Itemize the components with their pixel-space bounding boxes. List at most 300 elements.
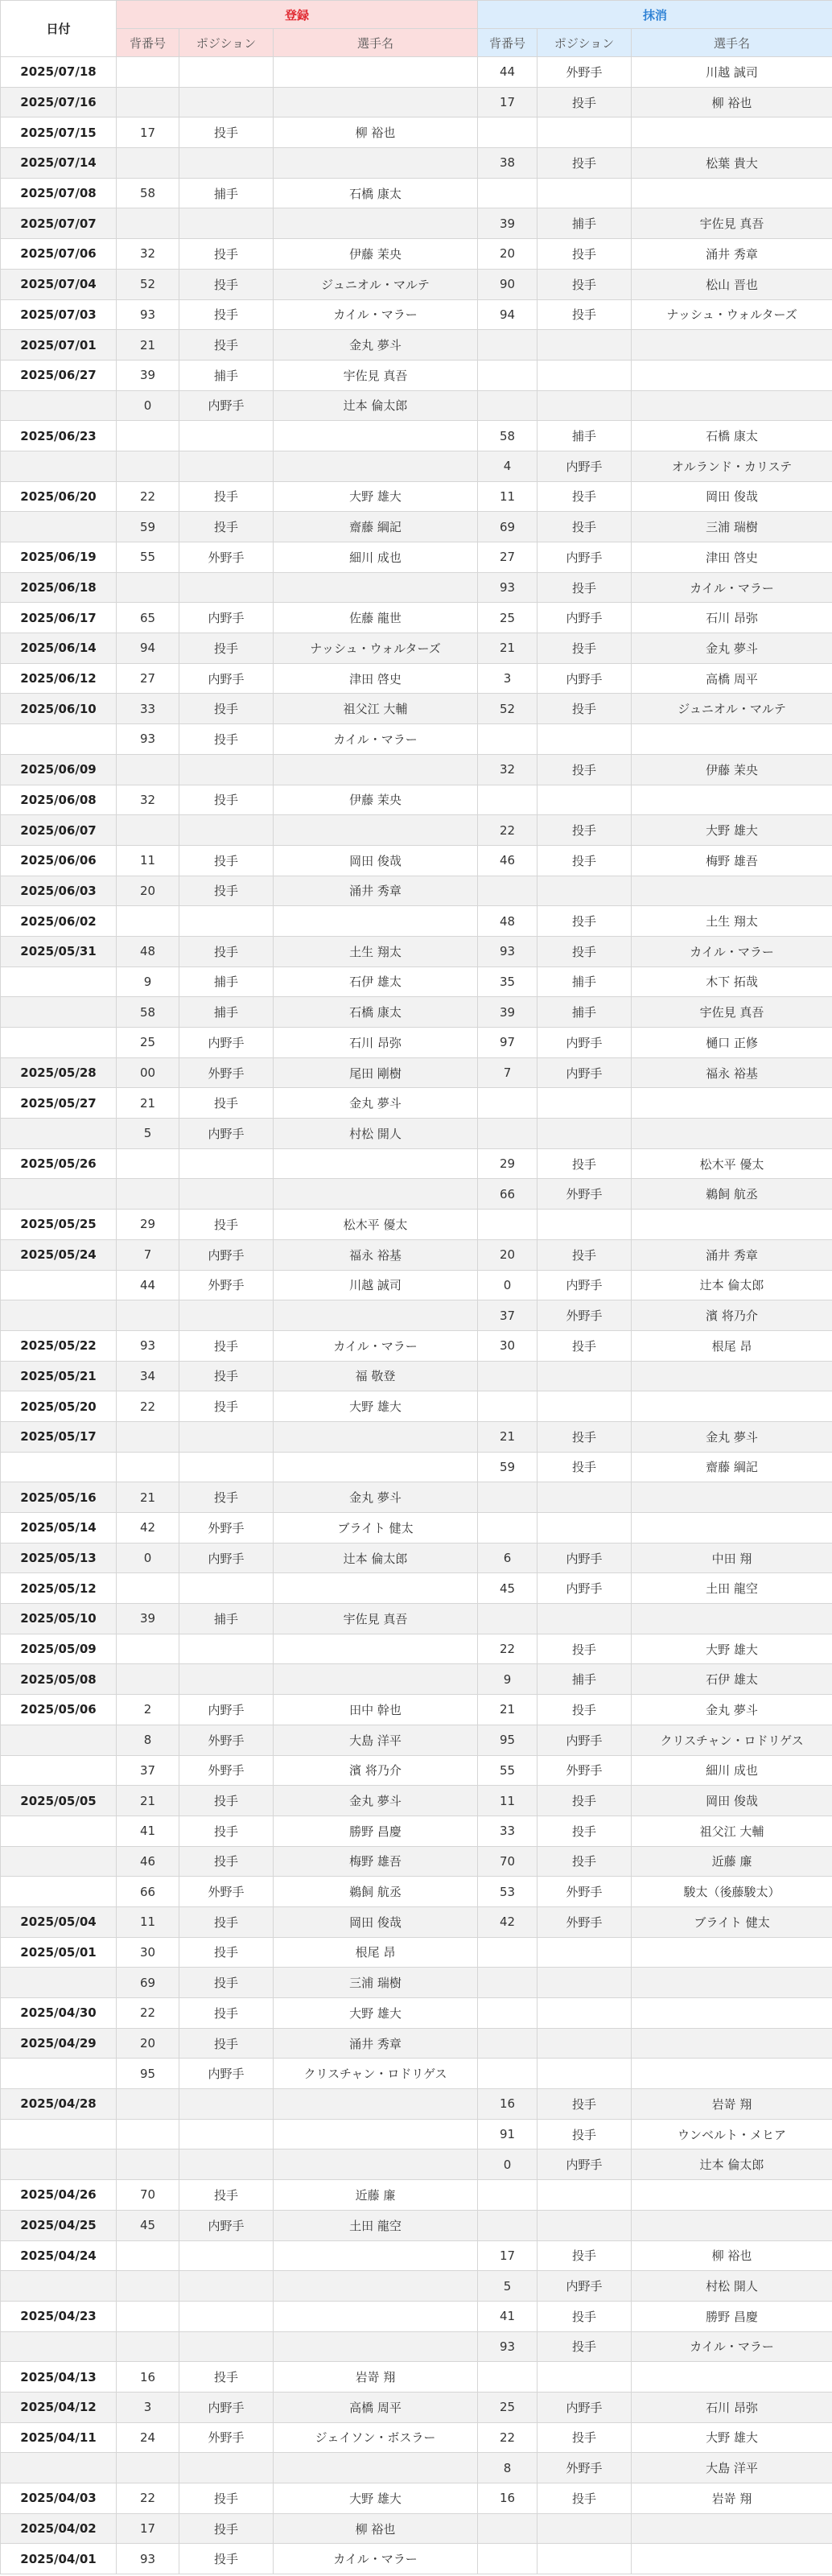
registered-player-name-cell: ブライト 健太 [274,1513,478,1544]
cancelled-number-cell [478,178,538,208]
registered-position-cell: 外野手 [179,1513,274,1544]
date-cell [1,1725,117,1755]
table-row [1,481,832,512]
registered-player-name-cell: 大島 洋平 [274,1725,478,1755]
cancelled-number-cell: 66 [478,1179,538,1210]
cancelled-number-cell: 53 [478,1877,538,1907]
cancelled-player-name-cell [632,1361,832,1391]
registered-position-cell [179,815,274,846]
table-row [1,997,832,1028]
cancelled-player-name-cell [632,1968,832,1998]
registered-number-cell: 48 [117,936,179,967]
table-row [1,2453,832,2483]
date-cell: 2025/06/17 [1,603,117,633]
date-cell: 2025/06/19 [1,542,117,573]
registered-player-name-cell: カイル・マラー [274,2544,478,2574]
date-cell [1,967,117,997]
cancelled-player-name-cell [632,330,832,361]
registered-player-name-cell: 川越 誠司 [274,1270,478,1300]
registered-number-cell: 11 [117,1906,179,1937]
table-row [1,815,832,846]
registered-player-name-cell: 涌井 秀章 [274,876,478,906]
cancelled-player-name-cell: 樋口 正修 [632,1028,832,1058]
registered-player-name-cell: 佐藤 龍世 [274,603,478,633]
registered-number-cell: 55 [117,542,179,573]
cancelled-player-name-cell: 松山 晋也 [632,269,832,299]
cancelled-number-cell [478,1088,538,1119]
cancelled-name-header: 選手名 [632,29,832,57]
registered-position-cell: 内野手 [179,1543,274,1573]
cancelled-player-name-cell: 石伊 雄太 [632,1664,832,1695]
cancelled-position-cell: 投手 [538,1695,632,1725]
cancelled-player-name-cell: 松木平 優太 [632,1148,832,1179]
registered-player-name-cell [274,1452,478,1482]
registered-player-name-cell [274,208,478,239]
registered-number-cell: 29 [117,1210,179,1240]
table-row [1,1634,832,1664]
registered-number-cell: 44 [117,1270,179,1300]
registered-player-name-cell [274,2240,478,2271]
cancelled-number-cell: 8 [478,2453,538,2483]
cancelled-number-cell: 4 [478,451,538,481]
cancelled-position-cell [538,2210,632,2240]
table-row [1,2180,832,2211]
table-row [1,1148,832,1179]
date-cell: 2025/07/04 [1,269,117,299]
registered-number-cell [117,1300,179,1331]
cancelled-position-cell: 内野手 [538,603,632,633]
registered-number-cell: 5 [117,1119,179,1149]
table-row [1,1816,832,1846]
registered-player-name-cell: 土生 翔太 [274,936,478,967]
cancelled-number-cell: 11 [478,1786,538,1816]
cancelled-number-cell: 37 [478,1300,538,1331]
registered-number-cell [117,754,179,785]
registered-player-name-cell: 岩嵜 翔 [274,2362,478,2393]
cancelled-player-name-cell [632,1210,832,1240]
table-row [1,694,832,724]
cancelled-position-cell: 投手 [538,2119,632,2149]
registered-player-name-cell: 松木平 優太 [274,1210,478,1240]
cancelled-position-cell [538,1088,632,1119]
date-cell: 2025/05/24 [1,1239,117,1270]
registered-position-cell: 外野手 [179,2422,274,2453]
registered-position-cell: 投手 [179,1330,274,1361]
date-cell: 2025/05/22 [1,1330,117,1361]
date-cell [1,451,117,481]
cancelled-player-name-cell: 宇佐見 真吾 [632,208,832,239]
registered-number-cell: 39 [117,360,179,390]
registered-number-cell [117,815,179,846]
registered-position-cell [179,2119,274,2149]
cancelled-player-name-cell: ウンベルト・メヒア [632,2119,832,2149]
cancelled-number-cell [478,785,538,815]
cancelled-player-name-cell: カイル・マラー [632,2331,832,2362]
cancelled-number-cell [478,390,538,421]
cancelled-player-name-cell: 高橋 周平 [632,663,832,694]
cancelled-position-cell: 投手 [538,694,632,724]
registered-number-cell: 21 [117,1088,179,1119]
registered-number-cell: 58 [117,178,179,208]
registered-position-cell: 投手 [179,299,274,330]
cancelled-position-cell: 投手 [538,1816,632,1846]
cancelled-player-name-cell: 津田 啓史 [632,542,832,573]
registered-number-cell [117,2149,179,2180]
registered-number-cell: 70 [117,2180,179,2211]
cancelled-player-name-cell: クリスチャン・ロドリゲス [632,1725,832,1755]
registered-position-cell: 投手 [179,2513,274,2544]
date-cell: 2025/06/23 [1,421,117,451]
registered-number-cell [117,451,179,481]
registered-number-cell: 20 [117,876,179,906]
registered-player-name-cell: 福 敬登 [274,1361,478,1391]
table-row [1,2028,832,2059]
cancelled-player-name-cell: 金丸 夢斗 [632,633,832,664]
cancelled-position-cell: 投手 [538,2301,632,2331]
registered-position-cell: 投手 [179,724,274,755]
cancelled-position-cell [538,1968,632,1998]
cancelled-position-cell [538,2059,632,2089]
table-row [1,269,832,299]
cancelled-position-cell: 投手 [538,2240,632,2271]
registered-position-cell: 内野手 [179,2210,274,2240]
registered-position-cell [179,1573,274,1604]
registered-number-cell: 32 [117,785,179,815]
cancelled-number-cell: 20 [478,1239,538,1270]
date-cell: 2025/05/08 [1,1664,117,1695]
cancelled-player-name-cell: 近藤 廉 [632,1846,832,1877]
cancelled-player-name-cell [632,360,832,390]
date-cell: 2025/06/20 [1,481,117,512]
date-cell [1,1877,117,1907]
table-row [1,2240,832,2271]
registered-number-cell [117,148,179,179]
date-cell: 2025/05/20 [1,1391,117,1422]
cancelled-player-name-cell [632,1391,832,1422]
date-cell: 2025/04/30 [1,1998,117,2029]
cancelled-player-name-cell: カイル・マラー [632,936,832,967]
date-cell: 2025/06/14 [1,633,117,664]
cancelled-number-header: 背番号 [478,29,538,57]
registered-position-cell [179,421,274,451]
cancelled-position-cell: 投手 [538,815,632,846]
cancelled-number-cell: 70 [478,1846,538,1877]
registered-number-cell [117,2271,179,2302]
cancelled-player-name-cell: 福永 裕基 [632,1057,832,1088]
cancelled-position-cell: 投手 [538,87,632,117]
cancelled-player-name-cell: カイル・マラー [632,572,832,603]
registered-position-cell [179,57,274,88]
cancelled-player-name-cell [632,2210,832,2240]
date-cell [1,1846,117,1877]
cancelled-number-cell [478,2544,538,2574]
cancelled-player-name-cell: 村松 開人 [632,2271,832,2302]
cancelled-number-cell: 44 [478,57,538,88]
registered-number-cell: 21 [117,330,179,361]
table-row [1,87,832,117]
registered-position-cell: 外野手 [179,1270,274,1300]
table-row [1,512,832,542]
registered-player-name-cell: 近藤 廉 [274,2180,478,2211]
cancelled-position-cell [538,1998,632,2029]
table-row [1,2149,832,2180]
cancelled-position-cell: 投手 [538,2483,632,2514]
registered-player-name-cell: 尾田 剛樹 [274,1057,478,1088]
registered-number-cell: 27 [117,663,179,694]
registered-number-cell [117,87,179,117]
cancelled-position-cell [538,876,632,906]
cancelled-player-name-cell: 柳 裕也 [632,87,832,117]
table-row [1,754,832,785]
registered-number-cell [117,1664,179,1695]
cancelled-player-name-cell [632,876,832,906]
registered-position-cell: 捕手 [179,178,274,208]
registered-player-name-cell [274,1664,478,1695]
cancelled-position-cell: 投手 [538,936,632,967]
registered-player-name-cell: 大野 雄大 [274,1391,478,1422]
cancelled-position-cell [538,2028,632,2059]
table-row [1,1239,832,1270]
table-row [1,1119,832,1149]
date-cell [1,1028,117,1058]
registered-player-name-cell [274,57,478,88]
date-cell [1,1755,117,1786]
registered-player-name-cell [274,1148,478,1179]
table-row [1,1088,832,1119]
registered-player-name-cell: カイル・マラー [274,299,478,330]
date-cell: 2025/06/03 [1,876,117,906]
cancelled-position-cell: 投手 [538,1786,632,1816]
table-row [1,1998,832,2029]
registered-position-cell: 投手 [179,1482,274,1513]
registered-position-cell: 投手 [179,481,274,512]
registered-number-cell: 0 [117,390,179,421]
cancelled-number-cell: 30 [478,1330,538,1361]
cancelled-position-cell: 投手 [538,1634,632,1664]
cancelled-number-cell: 21 [478,1695,538,1725]
registered-position-cell: 投手 [179,512,274,542]
table-row [1,330,832,361]
registered-number-cell: 30 [117,1937,179,1968]
registered-player-name-cell: 梅野 雄吾 [274,1846,478,1877]
date-cell: 2025/06/27 [1,360,117,390]
registered-number-cell: 93 [117,2544,179,2574]
cancelled-position-cell [538,390,632,421]
cancelled-player-name-cell: 三浦 瑞樹 [632,512,832,542]
cancelled-number-cell: 93 [478,936,538,967]
date-cell: 2025/04/02 [1,2513,117,2544]
registered-player-name-cell [274,2331,478,2362]
registered-number-cell [117,906,179,937]
registered-position-cell [179,1300,274,1331]
table-row [1,2089,832,2120]
registered-position-cell [179,1421,274,1452]
registered-position-cell [179,2331,274,2362]
table-row [1,1604,832,1634]
table-row [1,2059,832,2089]
cancelled-number-cell [478,2362,538,2393]
cancelled-player-name-cell [632,2544,832,2574]
date-column-header: 日付 [1,1,117,57]
cancelled-position-cell [538,2513,632,2544]
table-row [1,117,832,148]
cancelled-number-cell: 95 [478,1725,538,1755]
cancelled-player-name-cell: 石川 昂弥 [632,603,832,633]
table-row [1,1543,832,1573]
cancelled-position-cell: 投手 [538,239,632,270]
cancelled-number-cell: 5 [478,2271,538,2302]
cancelled-number-cell: 22 [478,2422,538,2453]
date-cell: 2025/05/26 [1,1148,117,1179]
registered-player-name-cell [274,1634,478,1664]
registered-player-name-cell: 勝野 昌慶 [274,1816,478,1846]
date-cell: 2025/05/10 [1,1604,117,1634]
table-row [1,2331,832,2362]
cancelled-position-cell: 内野手 [538,2271,632,2302]
registered-position-cell: 内野手 [179,603,274,633]
registered-number-cell: 42 [117,1513,179,1544]
registered-number-cell: 7 [117,1239,179,1270]
cancelled-position-cell [538,360,632,390]
registered-player-name-cell [274,2271,478,2302]
table-row [1,1028,832,1058]
registered-position-cell: 投手 [179,1391,274,1422]
table-row [1,1057,832,1088]
registered-number-cell: 93 [117,724,179,755]
registered-number-cell: 9 [117,967,179,997]
registered-number-cell: 21 [117,1786,179,1816]
cancelled-number-cell: 9 [478,1664,538,1695]
registered-position-cell: 投手 [179,876,274,906]
registered-player-name-cell: 石伊 雄太 [274,967,478,997]
table-row [1,906,832,937]
date-cell: 2025/04/29 [1,2028,117,2059]
cancelled-group-header: 抹消 [478,1,832,29]
registered-player-name-cell: 濱 将乃介 [274,1755,478,1786]
cancelled-player-name-cell: 柳 裕也 [632,2240,832,2271]
table-row [1,2119,832,2149]
cancelled-position-cell: 投手 [538,2089,632,2120]
table-row [1,603,832,633]
date-cell: 2025/07/15 [1,117,117,148]
cancelled-position-cell: 外野手 [538,1300,632,1331]
cancelled-position-cell [538,1210,632,1240]
registered-player-name-cell [274,148,478,179]
table-row [1,1755,832,1786]
cancelled-number-cell: 38 [478,148,538,179]
cancelled-player-name-cell [632,724,832,755]
registered-player-name-cell [274,1179,478,1210]
cancelled-number-cell: 17 [478,2240,538,2271]
table-row [1,2422,832,2453]
table-row [1,1482,832,1513]
cancelled-position-cell [538,1937,632,1968]
registered-player-name-cell: 金丸 夢斗 [274,1786,478,1816]
cancelled-position-cell: 内野手 [538,451,632,481]
cancelled-player-name-cell: 金丸 夢斗 [632,1421,832,1452]
registered-position-cell: 内野手 [179,2392,274,2422]
roster-moves-body [1,57,832,2574]
cancelled-player-name-cell [632,1937,832,1968]
date-cell: 2025/05/01 [1,1937,117,1968]
table-row [1,2271,832,2302]
cancelled-position-cell: 外野手 [538,1179,632,1210]
table-row [1,1452,832,1482]
registered-position-cell: 捕手 [179,360,274,390]
cancelled-position-cell: 内野手 [538,1028,632,1058]
registered-number-cell [117,2453,179,2483]
date-cell [1,724,117,755]
cancelled-number-cell: 97 [478,1028,538,1058]
registered-number-cell: 39 [117,1604,179,1634]
cancelled-position-cell [538,1119,632,1149]
cancelled-number-cell [478,1391,538,1422]
registered-number-cell: 22 [117,1391,179,1422]
cancelled-player-name-cell: 大島 洋平 [632,2453,832,2483]
date-cell: 2025/05/21 [1,1361,117,1391]
cancelled-number-cell [478,1604,538,1634]
registered-number-cell [117,421,179,451]
registered-position-cell [179,1634,274,1664]
date-cell: 2025/07/16 [1,87,117,117]
registered-player-name-cell [274,2089,478,2120]
cancelled-number-cell: 25 [478,603,538,633]
date-cell [1,2149,117,2180]
table-row [1,390,832,421]
date-cell: 2025/05/16 [1,1482,117,1513]
registered-number-cell: 32 [117,239,179,270]
cancelled-position-cell: 投手 [538,572,632,603]
cancelled-player-name-cell [632,390,832,421]
registered-player-name-cell [274,87,478,117]
cancelled-number-cell [478,2513,538,2544]
table-row [1,2392,832,2422]
cancelled-position-cell: 投手 [538,633,632,664]
registered-player-name-cell: 大野 雄大 [274,1998,478,2029]
cancelled-position-cell [538,2362,632,2393]
cancelled-player-name-cell [632,2180,832,2211]
cancelled-position-cell [538,1513,632,1544]
cancelled-number-cell [478,1210,538,1240]
table-row [1,785,832,815]
cancelled-number-cell [478,2180,538,2211]
registered-position-cell: 投手 [179,2544,274,2574]
registered-number-cell: 46 [117,1846,179,1877]
cancelled-position-cell: 捕手 [538,421,632,451]
cancelled-player-name-cell: オルランド・カリステ [632,451,832,481]
cancelled-player-name-cell [632,2028,832,2059]
cancelled-player-name-cell: 土田 龍空 [632,1573,832,1604]
table-row [1,1968,832,1998]
cancelled-number-cell [478,1482,538,1513]
cancelled-position-cell: 内野手 [538,2392,632,2422]
date-cell: 2025/05/27 [1,1088,117,1119]
cancelled-number-cell: 21 [478,633,538,664]
cancelled-position-cell [538,330,632,361]
date-cell: 2025/04/03 [1,2483,117,2514]
cancelled-number-cell: 55 [478,1755,538,1786]
registered-position-cell: 内野手 [179,663,274,694]
cancelled-number-cell: 27 [478,542,538,573]
cancelled-number-cell: 39 [478,997,538,1028]
registered-position-cell: 内野手 [179,2059,274,2089]
table-row [1,2362,832,2393]
registered-position-cell: 投手 [179,694,274,724]
cancelled-position-cell: 内野手 [538,542,632,573]
registered-position-cell: 内野手 [179,1695,274,1725]
registered-number-cell: 45 [117,2210,179,2240]
cancelled-player-name-cell: 駿太（後藤駿太） [632,1877,832,1907]
